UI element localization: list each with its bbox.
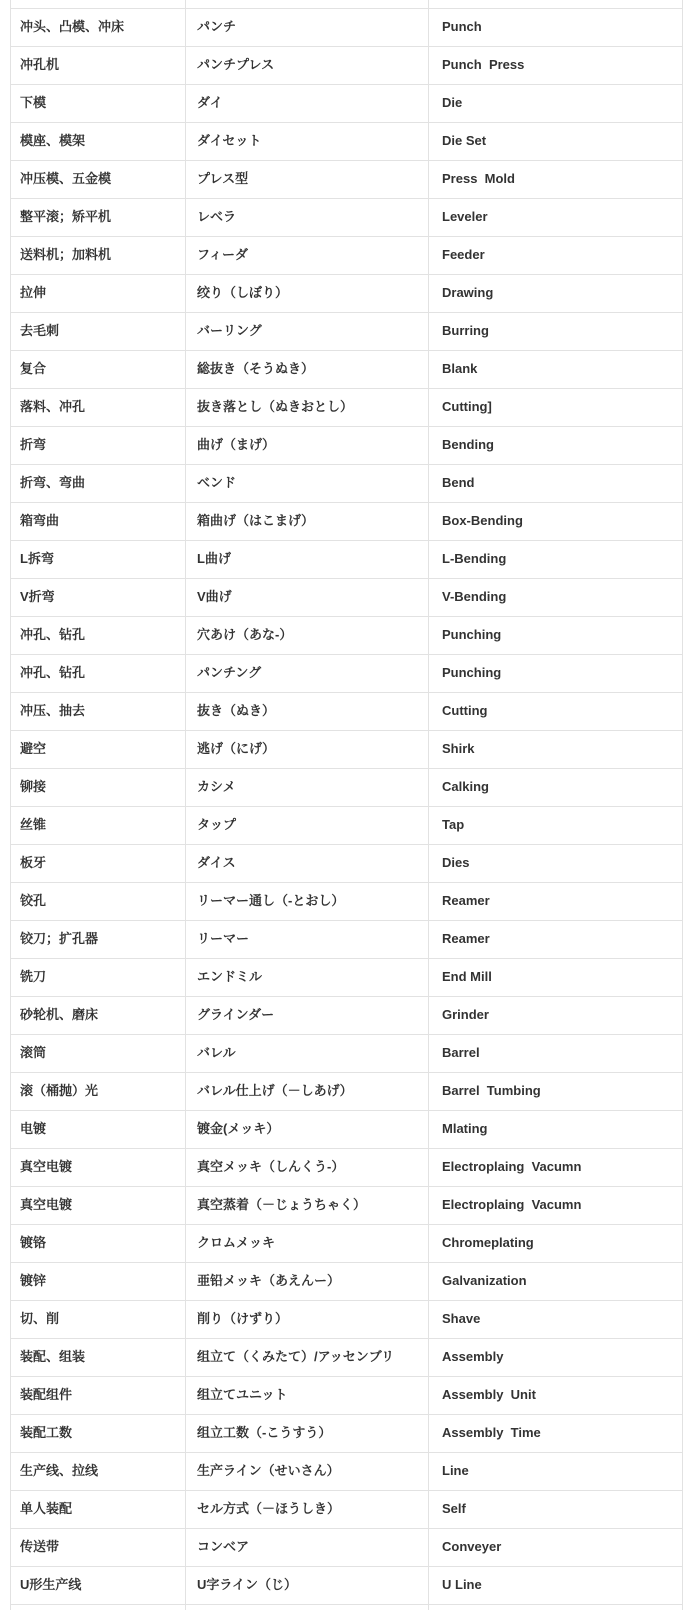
cell-japanese-term: L曲げ (186, 540, 429, 578)
cell-japanese-term: リーマー (186, 920, 429, 958)
cell-chinese-term: 箱弯曲 (11, 502, 186, 540)
table-row (11, 198, 683, 236)
table-row (11, 1186, 683, 1224)
cell-japanese-term: U字ライン（じ） (186, 1566, 429, 1604)
cell-english-term: Die (429, 84, 683, 122)
table-row (11, 1376, 683, 1414)
table-row (11, 350, 683, 388)
cell-english-term: Electroplaing Vacumn (429, 1186, 683, 1224)
cell-chinese-term: 拉伸 (11, 274, 186, 312)
cell-japanese-term: 绞り（しぼり） (186, 274, 429, 312)
cell-english-term: Assembly Unit (429, 1376, 683, 1414)
cell-chinese-term: U形生产线 (11, 1566, 186, 1604)
cell-japanese-term: 镀金(メッキ） (186, 1110, 429, 1148)
cell-english-term: Feeder (429, 236, 683, 274)
cell-chinese-term: 单人装配 (11, 1490, 186, 1528)
cell-japanese-term: グラインダー (186, 996, 429, 1034)
cell-japanese (186, 1604, 429, 1610)
cell-chinese-term: 送料机；加料机 (11, 236, 186, 274)
cell-chinese-term: V折弯 (11, 578, 186, 616)
table-row (11, 1452, 683, 1490)
cell-english-term: Drawing (429, 274, 683, 312)
table-row (11, 882, 683, 920)
cell-japanese-term: カシメ (186, 768, 429, 806)
cell-japanese-term: パンチング (186, 654, 429, 692)
cell-japanese-term: レベラ (186, 198, 429, 236)
table-row (11, 920, 683, 958)
cell-english-term: Calking (429, 768, 683, 806)
cell-chinese-term: 折弯 (11, 426, 186, 464)
cell-japanese-term: V曲げ (186, 578, 429, 616)
table-row (11, 1300, 683, 1338)
partial-row-top (11, 0, 683, 8)
cell-japanese-term: セル方式（－ほうしき） (186, 1490, 429, 1528)
cell-english-term: Tap (429, 806, 683, 844)
cell-english-term: Punching (429, 616, 683, 654)
cell-english (429, 0, 683, 8)
cell-english-term: Punch (429, 8, 683, 46)
table-row (11, 1148, 683, 1186)
cell-english-term: Die Set (429, 122, 683, 160)
cell-chinese-term: 真空电镀 (11, 1148, 186, 1186)
cell-japanese-term: 穴あけ（あな-） (186, 616, 429, 654)
cell-chinese-term: 装配、组装 (11, 1338, 186, 1376)
cell-chinese-term: 丝锥 (11, 806, 186, 844)
cell-english-term: Barrel Tumbing (429, 1072, 683, 1110)
cell-japanese-term: 抜き（ぬき） (186, 692, 429, 730)
cell-english-term: Electroplaing Vacumn (429, 1148, 683, 1186)
cell-japanese-term: パンチ (186, 8, 429, 46)
cell-english-term: Leveler (429, 198, 683, 236)
table-row (11, 426, 683, 464)
cell-chinese-term: 装配工数 (11, 1414, 186, 1452)
table-row (11, 1490, 683, 1528)
cell-english (429, 1604, 683, 1610)
cell-japanese-term: クロムメッキ (186, 1224, 429, 1262)
cell-chinese-term: 铰刀；扩孔器 (11, 920, 186, 958)
cell-chinese-term: 冲压、抽去 (11, 692, 186, 730)
cell-japanese-term: 削り（けずり） (186, 1300, 429, 1338)
cell-english-term: Punch Press (429, 46, 683, 84)
table-row (11, 730, 683, 768)
cell-japanese (186, 0, 429, 8)
cell-english-term: Cutting (429, 692, 683, 730)
cell-japanese-term: ベンド (186, 464, 429, 502)
cell-chinese-term: 冲孔、钻孔 (11, 654, 186, 692)
cell-japanese-term: ダイセット (186, 122, 429, 160)
table-row (11, 236, 683, 274)
cell-japanese-term: バレル仕上げ（－しあげ） (186, 1072, 429, 1110)
table-row (11, 312, 683, 350)
cell-chinese-term: 冲孔、钻孔 (11, 616, 186, 654)
cell-japanese-term: 组立工数（-こうすう） (186, 1414, 429, 1452)
table-row (11, 692, 683, 730)
cell-chinese-term: 滚（桶抛）光 (11, 1072, 186, 1110)
cell-english-term: Punching (429, 654, 683, 692)
cell-chinese-term: 滚筒 (11, 1034, 186, 1072)
cell-japanese-term: リーマー通し（-とおし） (186, 882, 429, 920)
table-row (11, 1566, 683, 1604)
table-row (11, 160, 683, 198)
cell-japanese-term: 総抜き（そうぬき） (186, 350, 429, 388)
cell-chinese-term: 下模 (11, 84, 186, 122)
table-row (11, 578, 683, 616)
cell-english-term: Dies (429, 844, 683, 882)
cell-chinese-term: 复合 (11, 350, 186, 388)
table-row (11, 1528, 683, 1566)
table-row (11, 502, 683, 540)
table-row (11, 464, 683, 502)
cell-english-term: End Mill (429, 958, 683, 996)
cell-japanese-term: 亜铅メッキ（あえんー） (186, 1262, 429, 1300)
table-row (11, 1110, 683, 1148)
table-row (11, 1224, 683, 1262)
cell-english-term: Chromeplating (429, 1224, 683, 1262)
cell-english-term: Assembly (429, 1338, 683, 1376)
table-row (11, 540, 683, 578)
table-row (11, 84, 683, 122)
cell-english-term: Mlating (429, 1110, 683, 1148)
cell-japanese-term: パンチプレス (186, 46, 429, 84)
cell-chinese-term: L拆弯 (11, 540, 186, 578)
cell-chinese-term: 冲头、凸模、冲床 (11, 8, 186, 46)
cell-chinese-term: 折弯、弯曲 (11, 464, 186, 502)
cell-chinese-term: 整平滚；矫平机 (11, 198, 186, 236)
cell-english-term: Press Mold (429, 160, 683, 198)
cell-japanese-term: 真空蒸着（－じょうちゃく） (186, 1186, 429, 1224)
cell-japanese-term: バレル (186, 1034, 429, 1072)
cell-english-term: Bend (429, 464, 683, 502)
cell-chinese-term: 镀铬 (11, 1224, 186, 1262)
cell-chinese-term: 避空 (11, 730, 186, 768)
cell-chinese-term: 铰孔 (11, 882, 186, 920)
table-row (11, 1034, 683, 1072)
cell-english-term: Shave (429, 1300, 683, 1338)
cell-english-term: Grinder (429, 996, 683, 1034)
cell-chinese (11, 0, 186, 8)
table-row (11, 1072, 683, 1110)
table-row (11, 1262, 683, 1300)
table-row (11, 1414, 683, 1452)
cell-chinese-term: 电镀 (11, 1110, 186, 1148)
cell-english-term: Conveyer (429, 1528, 683, 1566)
cell-english-term: L-Bending (429, 540, 683, 578)
cell-english-term: Reamer (429, 920, 683, 958)
cell-chinese-term: 板牙 (11, 844, 186, 882)
cell-english-term: Blank (429, 350, 683, 388)
cell-chinese (11, 1604, 186, 1610)
cell-japanese-term: ダイス (186, 844, 429, 882)
table-row (11, 958, 683, 996)
cell-english-term: Galvanization (429, 1262, 683, 1300)
table-row (11, 1338, 683, 1376)
cell-english-term: Shirk (429, 730, 683, 768)
table-row (11, 388, 683, 426)
table-row (11, 996, 683, 1034)
table-row (11, 46, 683, 84)
table-row (11, 806, 683, 844)
cell-chinese-term: 冲孔机 (11, 46, 186, 84)
cell-japanese-term: フィーダ (186, 236, 429, 274)
cell-chinese-term: 装配组件 (11, 1376, 186, 1414)
cell-japanese-term: コンベア (186, 1528, 429, 1566)
cell-chinese-term: 镀锌 (11, 1262, 186, 1300)
partial-row-bottom (11, 1604, 683, 1610)
cell-japanese-term: 真空メッキ（しんくう-） (186, 1148, 429, 1186)
cell-japanese-term: バーリング (186, 312, 429, 350)
cell-chinese-term: 传送带 (11, 1528, 186, 1566)
cell-japanese-term: 箱曲げ（はこまげ） (186, 502, 429, 540)
cell-english-term: U Line (429, 1566, 683, 1604)
cell-japanese-term: 曲げ（まげ） (186, 426, 429, 464)
cell-japanese-term: 组立てユニット (186, 1376, 429, 1414)
cell-chinese-term: 去毛刺 (11, 312, 186, 350)
cell-chinese-term: 铆接 (11, 768, 186, 806)
table-row (11, 616, 683, 654)
cell-chinese-term: 切、削 (11, 1300, 186, 1338)
cell-chinese-term: 冲压模、五金模 (11, 160, 186, 198)
cell-english-term: Box-Bending (429, 502, 683, 540)
table-row (11, 122, 683, 160)
cell-chinese-term: 铣刀 (11, 958, 186, 996)
cell-chinese-term: 模座、模架 (11, 122, 186, 160)
cell-japanese-term: 逃げ（にげ） (186, 730, 429, 768)
cell-english-term: Reamer (429, 882, 683, 920)
cell-chinese-term: 落料、冲孔 (11, 388, 186, 426)
cell-chinese-term: 生产线、拉线 (11, 1452, 186, 1490)
cell-english-term: Cutting] (429, 388, 683, 426)
cell-japanese-term: 抜き落とし（ぬきおとし） (186, 388, 429, 426)
table-row (11, 8, 683, 46)
cell-english-term: Barrel (429, 1034, 683, 1072)
cell-japanese-term: プレス型 (186, 160, 429, 198)
cell-japanese-term: 组立て（くみたて）/アッセンブリ (186, 1338, 429, 1376)
table-row (11, 844, 683, 882)
cell-chinese-term: 砂轮机、磨床 (11, 996, 186, 1034)
cell-english-term: Assembly Time (429, 1414, 683, 1452)
cell-english-term: Line (429, 1452, 683, 1490)
cell-english-term: Bending (429, 426, 683, 464)
cell-chinese-term: 真空电镀 (11, 1186, 186, 1224)
table-row (11, 274, 683, 312)
glossary-table (10, 0, 683, 1610)
cell-japanese-term: タップ (186, 806, 429, 844)
cell-english-term: Burring (429, 312, 683, 350)
cell-japanese-term: ダイ (186, 84, 429, 122)
table-row (11, 768, 683, 806)
cell-japanese-term: 生产ライン（せいさん） (186, 1452, 429, 1490)
table-row (11, 654, 683, 692)
cell-japanese-term: エンドミル (186, 958, 429, 996)
cell-english-term: V-Bending (429, 578, 683, 616)
cell-english-term: Self (429, 1490, 683, 1528)
